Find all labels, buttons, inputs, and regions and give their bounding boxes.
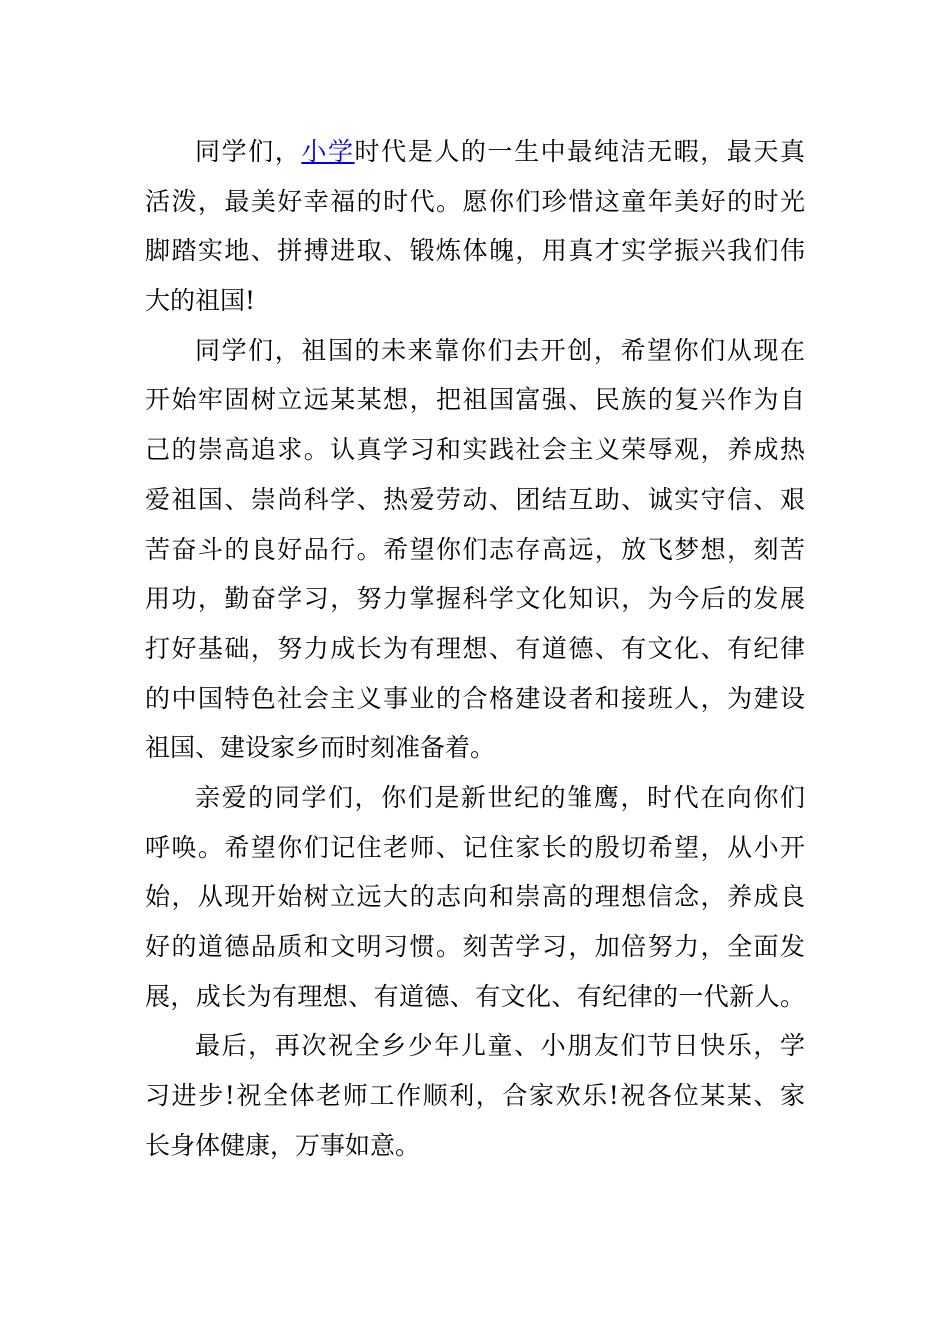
document-body — [145, 127, 805, 1170]
text-line: 同学们，祖国的未来靠你们去开创，希望你们从现在 — [195, 335, 805, 365]
text-line: 的中国特色社会主义事业的合格建设者和接班人，为建设 — [145, 683, 805, 713]
text-line: 己的崇高追求。认真学习和实践社会主义荣辱观，养成热 — [145, 435, 805, 465]
text-line: 好的道德品质和文明习惯。刻苦学习，加倍努力，全面发 — [145, 932, 805, 961]
text-line: 最后，再次祝全乡少年儿童、小朋友们节日快乐，学 — [195, 1031, 805, 1061]
text-segment: 时代是人的一生中最纯洁无暇，最天真 — [354, 137, 805, 166]
text-line: 亲爱的同学们，你们是新世纪的雏鹰，时代在向你们 — [195, 782, 805, 812]
text-line: 脚踏实地、拼搏进取、锻炼体魄，用真才实学振兴我们伟 — [145, 236, 805, 266]
text-line: 长身体健康，万事如意。 — [145, 1130, 421, 1160]
text-line: 呼唤。希望你们记住老师、记住家长的殷切希望，从小开 — [145, 832, 805, 862]
text-line: 爱祖国、崇尚科学、热爱劳动、团结互助、诚实守信、艰 — [145, 484, 805, 514]
text-line: 活泼，最美好幸福的时代。愿你们珍惜这童年美好的时光 — [145, 186, 805, 216]
text-line: 苦奋斗的良好品行。希望你们志存高远，放飞梦想，刻苦 — [145, 534, 805, 564]
paragraph-2 — [145, 326, 805, 773]
text-line: 始，从现开始树立远大的志向和崇高的理想信念，养成良 — [145, 882, 805, 912]
text-line: 展，成长为有理想、有道德、有文化、有纪律的一代新人。 — [145, 981, 805, 1011]
text-line: 大的祖国! — [145, 286, 256, 316]
text-line: 开始牢固树立远某某想，把祖国富强、民族的复兴作为自 — [145, 385, 805, 415]
text-line: 习进步!祝全体老师工作顺利，合家欢乐!祝各位某某、家 — [145, 1081, 805, 1111]
paragraph-3 — [145, 773, 805, 1021]
paragraph-1 — [145, 127, 805, 326]
paragraph-4 — [145, 1021, 805, 1170]
text-line: 用功，勤奋学习，努力掌握科学文化知识，为今后的发展 — [145, 584, 805, 614]
text-line: 打好基础，努力成长为有理想、有道德、有文化、有纪律 — [145, 633, 805, 663]
text-segment: 同学们， — [195, 137, 302, 166]
link-xiaoxue[interactable]: 小学 — [301, 137, 355, 166]
text-line: 祖国、建设家乡而时刻准备着。 — [145, 733, 496, 763]
text-line — [145, 127, 805, 177]
